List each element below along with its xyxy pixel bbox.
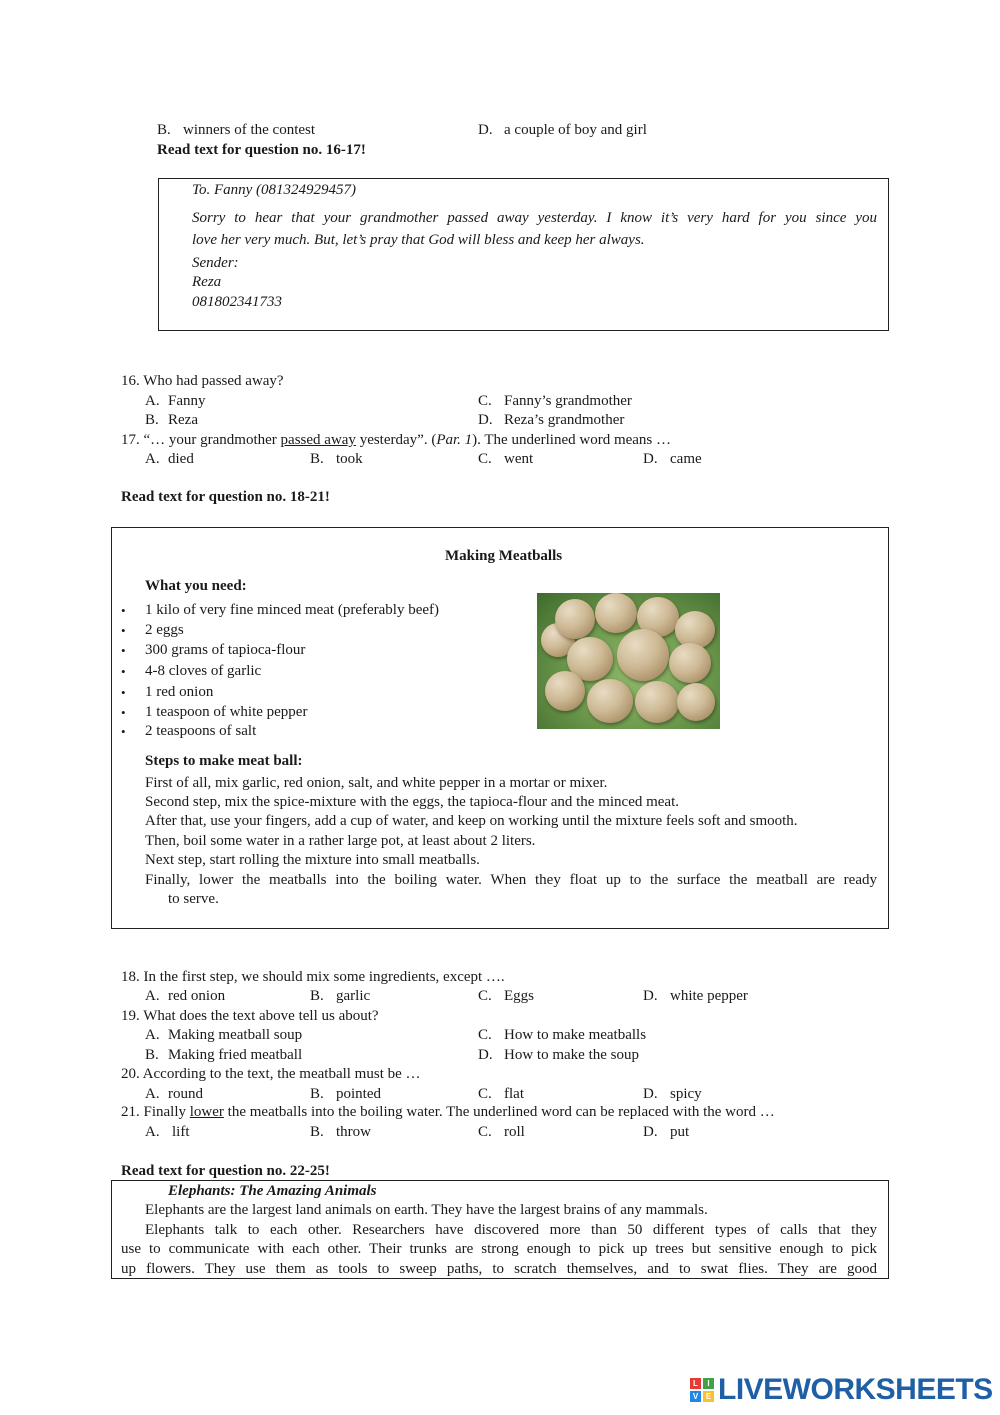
q20-option-a-text: round — [168, 1086, 203, 1102]
ingredient-item: 1 kilo of very fine minced meat (preferably beef) — [145, 602, 440, 618]
sms-message-line-1: Sorry to hear that your grandmother passed away yesterday. I know it’s very hard for you since you — [192, 210, 877, 226]
q20-option-b-text: pointed — [336, 1086, 381, 1102]
q17-paragraph-ref: Par. 1 — [436, 432, 473, 448]
q18-option-c-label: C. — [478, 988, 492, 1004]
q21-option-b-text: throw — [336, 1124, 371, 1140]
step-line: Second step, mix the spice-mixture with the eggs, the tapioca-flour and the minced meat. — [145, 794, 680, 810]
q20-option-d-label: D. — [643, 1086, 658, 1102]
option-b-label: B. — [157, 122, 171, 138]
sms-to: To. Fanny (081324929457) — [192, 182, 357, 198]
option-d-text: a couple of boy and girl — [504, 122, 647, 138]
meatball — [595, 593, 637, 633]
meatball — [677, 683, 715, 721]
bullet-icon: • — [121, 724, 126, 739]
ingredient-item: 2 eggs — [145, 622, 184, 638]
q19-option-a-label: A. — [145, 1027, 160, 1043]
q17-option-a-label: A. — [145, 451, 160, 467]
option-b-text: winners of the contest — [183, 122, 316, 138]
q21-option-d-text: put — [670, 1124, 690, 1140]
meatball — [587, 679, 633, 723]
step-line: Finally, lower the meatballs into the boiling water. When they float up to the surface the meatball are ready — [145, 872, 877, 888]
bullet-icon: • — [121, 623, 126, 638]
question-20-stem: 20. According to the text, the meatball must be … — [121, 1066, 421, 1082]
ingredient-item: 300 grams of tapioca-flour — [145, 642, 306, 658]
q17-option-c-text: went — [504, 451, 534, 467]
sms-message-line-2: love her very much. But, let’s pray that God will bless and keep her always. — [192, 232, 645, 248]
q19-option-d-text: How to make the soup — [504, 1047, 639, 1063]
q16-option-b-text: Reza — [168, 412, 198, 428]
question-18-stem: 18. In the first step, we should mix some ingredients, except …. — [121, 969, 505, 985]
q17-stem-pre: “… your grandmother — [143, 432, 277, 448]
q21-option-b-label: B. — [310, 1124, 324, 1140]
q20-option-c-text: flat — [504, 1086, 524, 1102]
bullet-icon: • — [121, 643, 126, 658]
q16-option-a-text: Fanny — [168, 393, 206, 409]
q17-option-d-label: D. — [643, 451, 658, 467]
step-line: First of all, mix garlic, red onion, salt, and white pepper in a mortar or mixer. — [145, 775, 608, 791]
question-21-stem — [121, 1103, 775, 1122]
question-17-stem — [121, 431, 671, 450]
q16-option-d-label: D. — [478, 412, 493, 428]
liveworksheets-logo[interactable] — [690, 1373, 993, 1407]
q19-option-b-label: B. — [145, 1047, 159, 1063]
option-d-label: D. — [478, 122, 493, 138]
q16-option-c-label: C. — [478, 393, 492, 409]
question-19-stem: 19. What does the text above tell us about? — [121, 1008, 379, 1024]
q16-option-c-text: Fanny’s grandmother — [504, 393, 632, 409]
q17-option-a-text: died — [168, 451, 194, 467]
instruction-22-25: Read text for question no. 22-25! — [121, 1163, 330, 1179]
q21-option-c-label: C. — [478, 1124, 492, 1140]
q18-option-c-text: Eggs — [504, 988, 534, 1004]
q21-option-c-text: roll — [504, 1124, 525, 1140]
sms-sender-label: Sender: — [192, 255, 239, 271]
meatball — [555, 599, 595, 639]
bullet-icon: • — [121, 664, 126, 679]
ingredient-item: 2 teaspoons of salt — [145, 723, 257, 739]
liveworksheets-logo-text: LIVEWORKSHEETS — [718, 1373, 993, 1406]
step-line: Next step, start rolling the mixture into small meatballs. — [145, 852, 480, 868]
q19-option-a-text: Making meatball soup — [168, 1027, 303, 1043]
elephants-line: up flowers. They use them as tools to sweep paths, to scratch themselves, and to swat flies. They are good — [121, 1261, 877, 1277]
q18-option-b-text: garlic — [336, 988, 371, 1004]
meatball — [635, 681, 679, 723]
q16-option-a-label: A. — [145, 393, 160, 409]
elephants-title: Elephants: The Amazing Animals — [168, 1183, 377, 1199]
q19-option-b-text: Making fried meatball — [168, 1047, 303, 1063]
step-line: After that, use your fingers, add a cup of water, and keep on working until the mixture feels soft and smooth. — [145, 813, 798, 829]
q17-stem-post: ). The underlined word means … — [472, 432, 672, 448]
q19-option-c-text: How to make meatballs — [504, 1027, 647, 1043]
ingredient-item: 1 red onion — [145, 684, 214, 700]
meatball — [545, 671, 585, 711]
q16-option-b-label: B. — [145, 412, 159, 428]
q21-option-d-label: D. — [643, 1124, 658, 1140]
elephants-line: use to communicate with each other. Their trunks are strong enough to pick up trees but sensitive enough to pick — [121, 1241, 877, 1257]
meatball — [669, 643, 711, 683]
q21-stem-pre: 21. Finally — [121, 1104, 187, 1120]
q16-option-d-text: Reza’s grandmother — [504, 412, 625, 428]
q17-underlined-phrase: passed away — [280, 432, 356, 448]
logo-tile: E — [703, 1391, 714, 1402]
q17-option-b-text: took — [336, 451, 363, 467]
q18-option-a-text: red onion — [168, 988, 226, 1004]
q21-underlined-word: lower — [189, 1104, 224, 1120]
q20-option-b-label: B. — [310, 1086, 324, 1102]
q17-stem-mid: yesterday”. ( — [359, 432, 437, 448]
q18-option-b-label: B. — [310, 988, 324, 1004]
logo-tile: I — [703, 1378, 714, 1389]
q18-option-a-label: A. — [145, 988, 160, 1004]
q19-option-d-label: D. — [478, 1047, 493, 1063]
q21-option-a-label: A. — [145, 1124, 160, 1140]
q17-number: 17. — [121, 432, 140, 448]
elephants-line: Elephants are the largest land animals on earth. They have the largest brains of any mammals. — [145, 1202, 708, 1218]
liveworksheets-logo-icon — [690, 1378, 714, 1402]
sms-sender-phone: 081802341733 — [192, 294, 282, 310]
what-you-need-heading: What you need: — [145, 578, 247, 594]
question-16-stem: 16. Who had passed away? — [121, 373, 284, 389]
step-line: to serve. — [168, 891, 219, 907]
bullet-icon: • — [121, 705, 126, 720]
bullet-icon: • — [121, 603, 126, 618]
q19-option-c-label: C. — [478, 1027, 492, 1043]
step-line: Then, boil some water in a rather large pot, at least about 2 liters. — [145, 833, 536, 849]
recipe-title: Making Meatballs — [445, 548, 563, 564]
q17-option-d-text: came — [670, 451, 702, 467]
q20-option-a-label: A. — [145, 1086, 160, 1102]
q18-option-d-text: white pepper — [670, 988, 748, 1004]
instruction-16-17: Read text for question no. 16-17! — [157, 142, 366, 158]
elephants-line: Elephants talk to each other. Researchers have discovered more than 50 different types of calls that they — [145, 1222, 877, 1238]
steps-heading: Steps to make meat ball: — [145, 753, 303, 769]
meatball — [617, 629, 669, 681]
instruction-18-21: Read text for question no. 18-21! — [121, 489, 330, 505]
bullet-icon: • — [121, 685, 126, 700]
q21-stem-post: the meatballs into the boiling water. The underlined word can be replaced with the word … — [227, 1104, 775, 1120]
logo-tile: L — [690, 1378, 701, 1389]
q17-option-c-label: C. — [478, 451, 492, 467]
q21-option-a-text: lift — [172, 1124, 190, 1140]
ingredient-item: 1 teaspoon of white pepper — [145, 704, 308, 720]
q20-option-d-text: spicy — [670, 1086, 702, 1102]
meatballs-photo — [537, 593, 720, 729]
ingredient-item: 4-8 cloves of garlic — [145, 663, 262, 679]
q20-option-c-label: C. — [478, 1086, 492, 1102]
q17-option-b-label: B. — [310, 451, 324, 467]
sms-sender-name: Reza — [192, 274, 222, 290]
q18-option-d-label: D. — [643, 988, 658, 1004]
logo-tile: V — [690, 1391, 701, 1402]
